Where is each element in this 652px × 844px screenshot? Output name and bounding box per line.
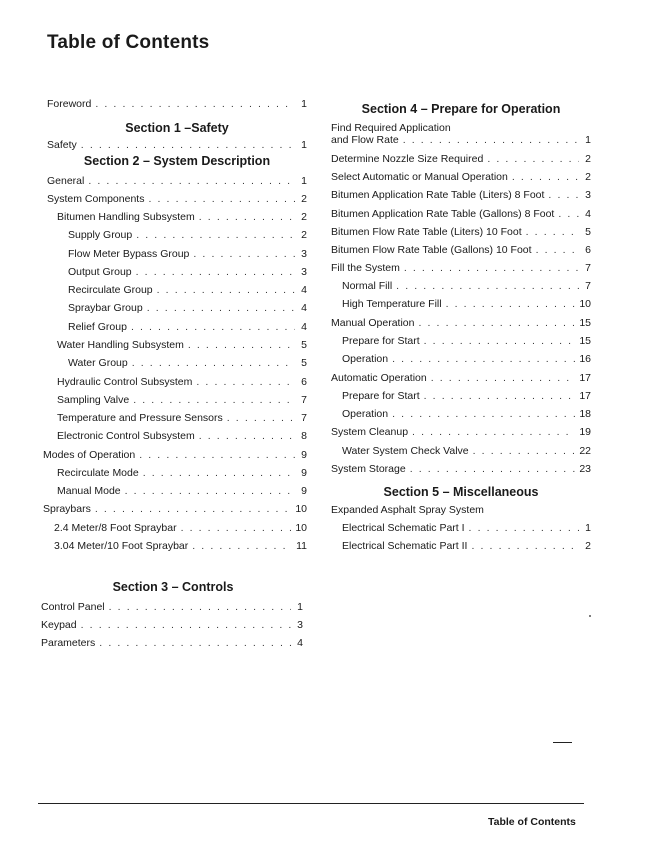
toc-page: 7 [585,280,591,292]
toc-page: 2 [301,229,307,241]
toc-label: Determine Nozzle Size Required [331,153,484,165]
toc-label: Keypad [41,619,77,631]
toc-entry[interactable] [342,445,591,458]
margin-dash [553,742,572,743]
section-2-heading: Section 2 – System Description [83,154,271,168]
toc-entry[interactable] [331,372,591,385]
dot-leader [446,298,576,311]
toc-page: 2 [585,153,591,165]
toc-entry[interactable] [331,317,591,330]
dot-leader [418,317,575,330]
toc-page: 5 [301,357,307,369]
footer-label: Table of Contents [488,816,576,828]
dot-leader [424,335,576,348]
toc-label: Bitumen Flow Rate Table (Liters) 10 Foot [331,226,522,238]
toc-page: 10 [295,503,307,515]
toc-label: Relief Group [68,321,127,333]
toc-label: 3.04 Meter/10 Foot Spraybar [54,540,189,552]
toc-page: 2 [585,540,591,552]
toc-label: Bitumen Flow Rate Table (Gallons) 10 Foot [331,244,532,256]
toc-label: Output Group [68,266,132,278]
toc-label: Prepare for Start [342,390,420,402]
toc-label: and Flow Rate [331,134,399,146]
toc-label: Recirculate Mode [57,467,139,479]
toc-entry[interactable] [331,226,591,239]
toc-page: 6 [301,376,307,388]
toc-page: 17 [579,372,591,384]
toc-label: Modes of Operation [43,449,136,461]
toc-page: 9 [301,485,307,497]
dot-leader [396,280,579,293]
section-5-intro: Expanded Asphalt Spray System [331,504,484,516]
toc-entry[interactable] [342,540,591,553]
toc-label: Water System Check Valve [342,445,469,457]
toc-entry[interactable] [331,426,591,439]
toc-label: Foreword [47,98,92,110]
toc-entry[interactable] [342,408,591,421]
dot-leader [548,189,579,202]
toc-page: 7 [301,412,307,424]
page-title: Table of Contents [47,32,210,53]
toc-label: Parameters [41,637,96,649]
toc-page: 1 [301,175,307,187]
toc-page: 9 [301,449,307,461]
toc-page: 3 [297,619,303,631]
toc-label: Normal Fill [342,280,393,292]
toc-page: 3 [585,189,591,201]
dot-leader [424,390,576,403]
toc-label: Select Automatic or Manual Operation [331,171,508,183]
toc-label: Manual Mode [57,485,121,497]
toc-page: 10 [295,522,307,534]
toc-label: Supply Group [68,229,133,241]
toc-label: System Components [47,193,145,205]
toc-label: General [47,175,85,187]
dot-leader [471,540,579,553]
toc-label: Prepare for Start [342,335,420,347]
toc-label: System Cleanup [331,426,409,438]
toc-label: Bitumen Application Rate Table (Liters) 8 Foot [331,189,545,201]
toc-entry[interactable] [331,189,591,202]
toc-page: 6 [585,244,591,256]
toc-page: 1 [297,601,303,613]
toc-page: 15 [579,317,591,329]
dot-leader [392,408,575,421]
toc-page: 22 [579,445,591,457]
toc-entry[interactable] [331,153,591,166]
toc-page: 1 [585,522,591,534]
section-5-heading: Section 5 – Miscellaneous [383,485,539,499]
toc-page: 7 [301,394,307,406]
toc-page: 18 [579,408,591,420]
toc-entry[interactable] [331,208,591,221]
toc-label: Operation [342,353,389,365]
toc-entry[interactable] [331,171,591,184]
toc-entry-first-line: Find Required Application [331,122,451,134]
dot-leader [403,134,579,147]
dot-leader [526,226,579,239]
dot-leader [404,262,579,275]
toc-label: 2.4 Meter/8 Foot Spraybar [54,522,177,534]
toc-label: Recirculate Group [68,284,153,296]
toc-label: Spraybars [43,503,91,515]
dot-leader [512,171,579,184]
dot-leader [412,426,575,439]
section-4-heading: Section 4 – Prepare for Operation [361,102,561,116]
toc-page: 7 [585,262,591,274]
section-1-heading: Section 1 –Safety [125,121,229,135]
toc-page: 1 [301,139,307,151]
toc-entry[interactable] [342,298,591,311]
toc-entry[interactable] [342,390,591,403]
toc-label: Electrical Schematic Part I [342,522,465,534]
toc-page: 16 [579,353,591,365]
dot-leader [558,208,579,221]
dot-leader [487,153,579,166]
toc-label: Fill the System [331,262,400,274]
toc-label: Bitumen Handling Subsystem [57,211,195,223]
toc-page: 1 [585,134,591,146]
toc-page: 11 [296,540,307,552]
toc-page: 2 [301,211,307,223]
dot-leader [392,353,575,366]
toc-label: Bitumen Application Rate Table (Gallons) 8 Foot [331,208,555,220]
toc-entry[interactable] [342,280,591,293]
toc-label: Hydraulic Control Subsystem [57,376,193,388]
scan-speck [589,615,591,617]
toc-page: 1 [301,98,307,110]
toc-page: 5 [585,226,591,238]
toc-label: Manual Operation [331,317,415,329]
toc-page: 4 [301,302,307,314]
section-3-heading: Section 3 – Controls [112,580,234,594]
toc-label: Water Handling Subsystem [57,339,184,351]
toc-entry[interactable] [331,463,591,476]
footer-rule [38,803,584,804]
toc-page: 3 [301,248,307,260]
toc-page: 19 [579,426,591,438]
toc-page: 23 [579,463,591,475]
toc-label: Water Group [68,357,128,369]
toc-page: 4 [301,321,307,333]
toc-page: 8 [301,430,307,442]
toc-page: 2 [301,193,307,205]
toc-label: Safety [47,139,77,151]
toc-label: Automatic Operation [331,372,427,384]
toc-page: 15 [579,335,591,347]
toc-label: Electronic Control Subsystem [57,430,195,442]
dot-leader [410,463,576,476]
toc-label: High Temperature Fill [342,298,442,310]
toc-page: 10 [579,298,591,310]
toc-label: Sampling Valve [57,394,130,406]
toc-page: 5 [301,339,307,351]
toc-entry[interactable] [342,353,591,366]
toc-label: Flow Meter Bypass Group [68,248,190,260]
toc-page: 4 [297,637,303,649]
toc-entry[interactable] [331,262,591,275]
toc-page: 3 [301,266,307,278]
toc-entry[interactable] [331,134,591,147]
toc-page: 4 [301,284,307,296]
toc-label: Temperature and Pressure Sensors [57,412,223,424]
toc-entry[interactable] [342,335,591,348]
dot-leader [536,244,579,257]
toc-entry[interactable] [331,244,591,257]
toc-label: Operation [342,408,389,420]
toc-page: 2 [585,171,591,183]
toc-page: 4 [585,208,591,220]
dot-leader [473,445,576,458]
toc-label: System Storage [331,463,406,475]
toc-label: Electrical Schematic Part II [342,540,468,552]
toc-page: 9 [301,467,307,479]
dot-leader [469,522,579,535]
dot-leader [431,372,576,385]
toc-entry[interactable] [342,522,591,535]
toc-label: Spraybar Group [68,302,143,314]
toc-label: Control Panel [41,601,105,613]
toc-page: 17 [579,390,591,402]
